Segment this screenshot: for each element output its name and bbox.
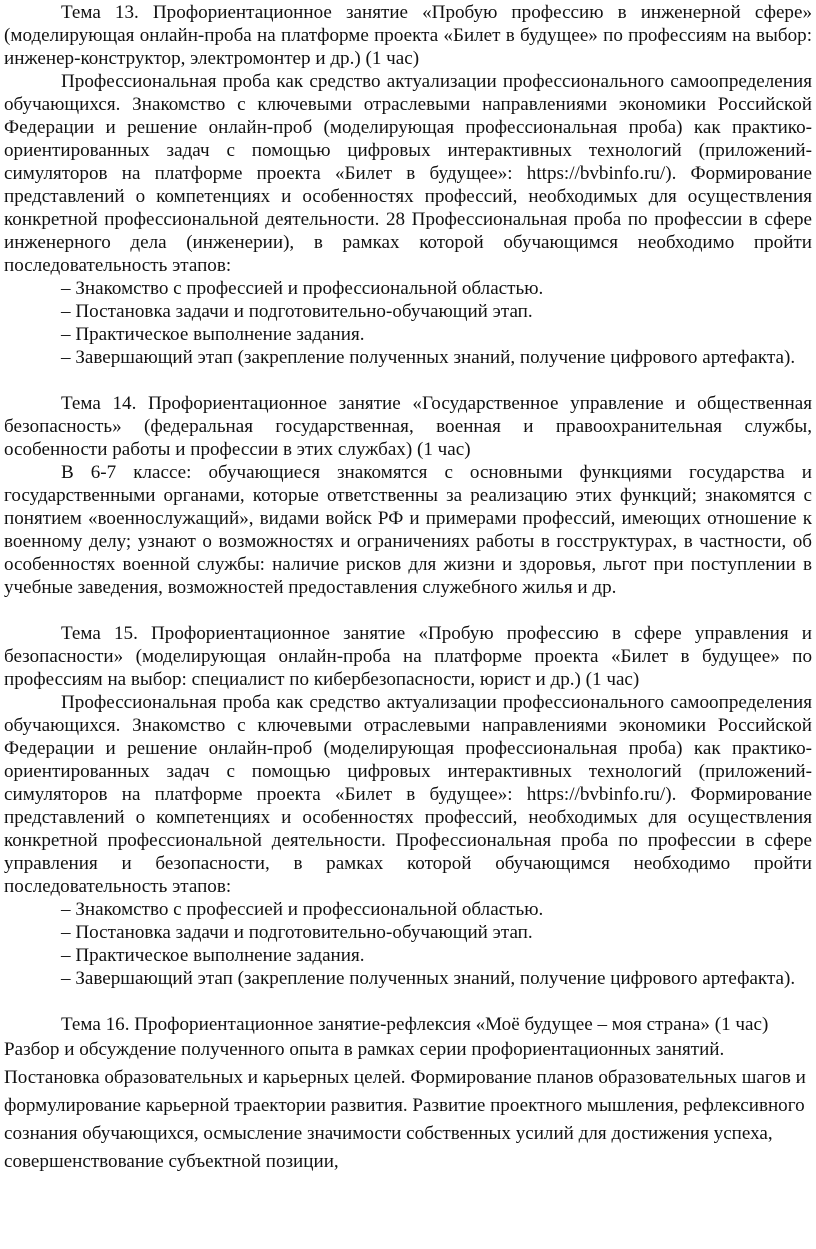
topic-13-step-4: – Завершающий этап (закрепление полученных знаний, получение цифрового артефакта). [61, 347, 796, 368]
topic-16-line-1: Разбор и обсуждение полученного опыта в рамках серии профориентационных занятий. [4, 1039, 725, 1060]
topic-13-body: Профессиональная проба как средство актуализации профессионального самоопределения обучающихся. Знакомство с ключевыми отраслевыми направлениями экономики Российской Федерации и решение онлайн-проб (моделирующая профессиональная проба) как практико-ориентированных задач с помощью цифровых интерактивных технологий (приложений-симуляторов на платформе проекта «Билет в будущее»: https://bvbinfo.ru/). Формирование представлений о компетенциях и особенностях профессий, необходимых для осуществления конкретной профессиональной деятельности. 28 Профессиональная проба по профессии в сфере инженерного дела (инженерии), в рамках которой обучающимся необходимо пройти последовательность этапов: [4, 71, 812, 276]
topic-16 [4, 1013, 812, 1176]
topic-16-line-2: Постановка образовательных и карьерных целей. Формирование планов образовательных шагов и формулирование карьерной траектории развития. Развитие проектного мышления, рефлексивного сознания обучающихся, осмысление значимости собственных усилий для достижения успеха, совершенствование субъектной позиции, [4, 1067, 806, 1172]
topic-15-body: Профессиональная проба как средство актуализации профессионального самоопределения обучающихся. Знакомство с ключевыми отраслевыми направлениями экономики Российской Федерации и решение онлайн-проб (моделирующая профессиональная проба) как практико-ориентированных задач с помощью цифровых интерактивных технологий (приложений-симуляторов на платформе проекта «Билет в будущее»: https://bvbinfo.ru/). Формирование представлений о компетенциях и особенностях профессий, необходимых для осуществления конкретной профессиональной деятельности. Профессиональная проба по профессии в сфере управления и безопасности, в рамках которой обучающимся необходимо пройти последовательность этапов: [4, 692, 812, 897]
topic-13-step-2: – Постановка задачи и подготовительно-обучающий этап. [61, 301, 533, 322]
topic-14 [4, 392, 812, 599]
topic-13 [4, 1, 812, 369]
topic-14-heading: Тема 14. Профориентационное занятие «Государственное управление и общественная безопасность» (федеральная государственная, военная и правоохранительная службы, особенности работы и профессии в этих службах) (1 час) [4, 393, 812, 460]
topic-13-step-1: – Знакомство с профессией и профессиональной областью. [61, 278, 544, 299]
topic-16-heading: Тема 16. Профориентационное занятие-рефлексия «Моё будущее – моя страна» (1 час) [61, 1014, 769, 1035]
topic-15-heading: Тема 15. Профориентационное занятие «Пробую профессию в сфере управления и безопасности» (моделирующая онлайн-проба на платформе проекта «Билет в будущее» по профессиям на выбор: специалист по кибербезопасности, юрист и др.) (1 час) [4, 623, 812, 690]
topic-14-body: В 6-7 классе: обучающиеся знакомятся с основными функциями государства и государственными органами, которые ответственны за реализацию этих функций; знакомятся с понятием «военнослужащий», видами войск РФ и примерами профессий, имеющих отношение к военному делу; узнают о возможностях и ограничениях работы в госструктурах, в частности, об особенностях военной службы: наличие рисков для жизни и здоровья, льгот при поступлении в учебные заведения, возможностей предоставления служебного жилья и др. [4, 462, 812, 598]
topic-15-step-1: – Знакомство с профессией и профессиональной областью. [61, 899, 544, 920]
topic-15-step-2: – Постановка задачи и подготовительно-обучающий этап. [61, 922, 533, 943]
topic-15-step-4: – Завершающий этап (закрепление полученных знаний, получение цифрового артефакта). [61, 968, 796, 989]
topic-15 [4, 622, 812, 990]
topic-13-step-3: – Практическое выполнение задания. [61, 324, 365, 345]
topic-15-step-3: – Практическое выполнение задания. [61, 945, 365, 966]
topic-13-heading: Тема 13. Профориентационное занятие «Пробую профессию в инженерной сфере» (моделирующая онлайн-проба на платформе проекта «Билет в будущее» по профессиям на выбор: инженер-конструктор, электромонтер и др.) (1 час) [4, 2, 812, 69]
